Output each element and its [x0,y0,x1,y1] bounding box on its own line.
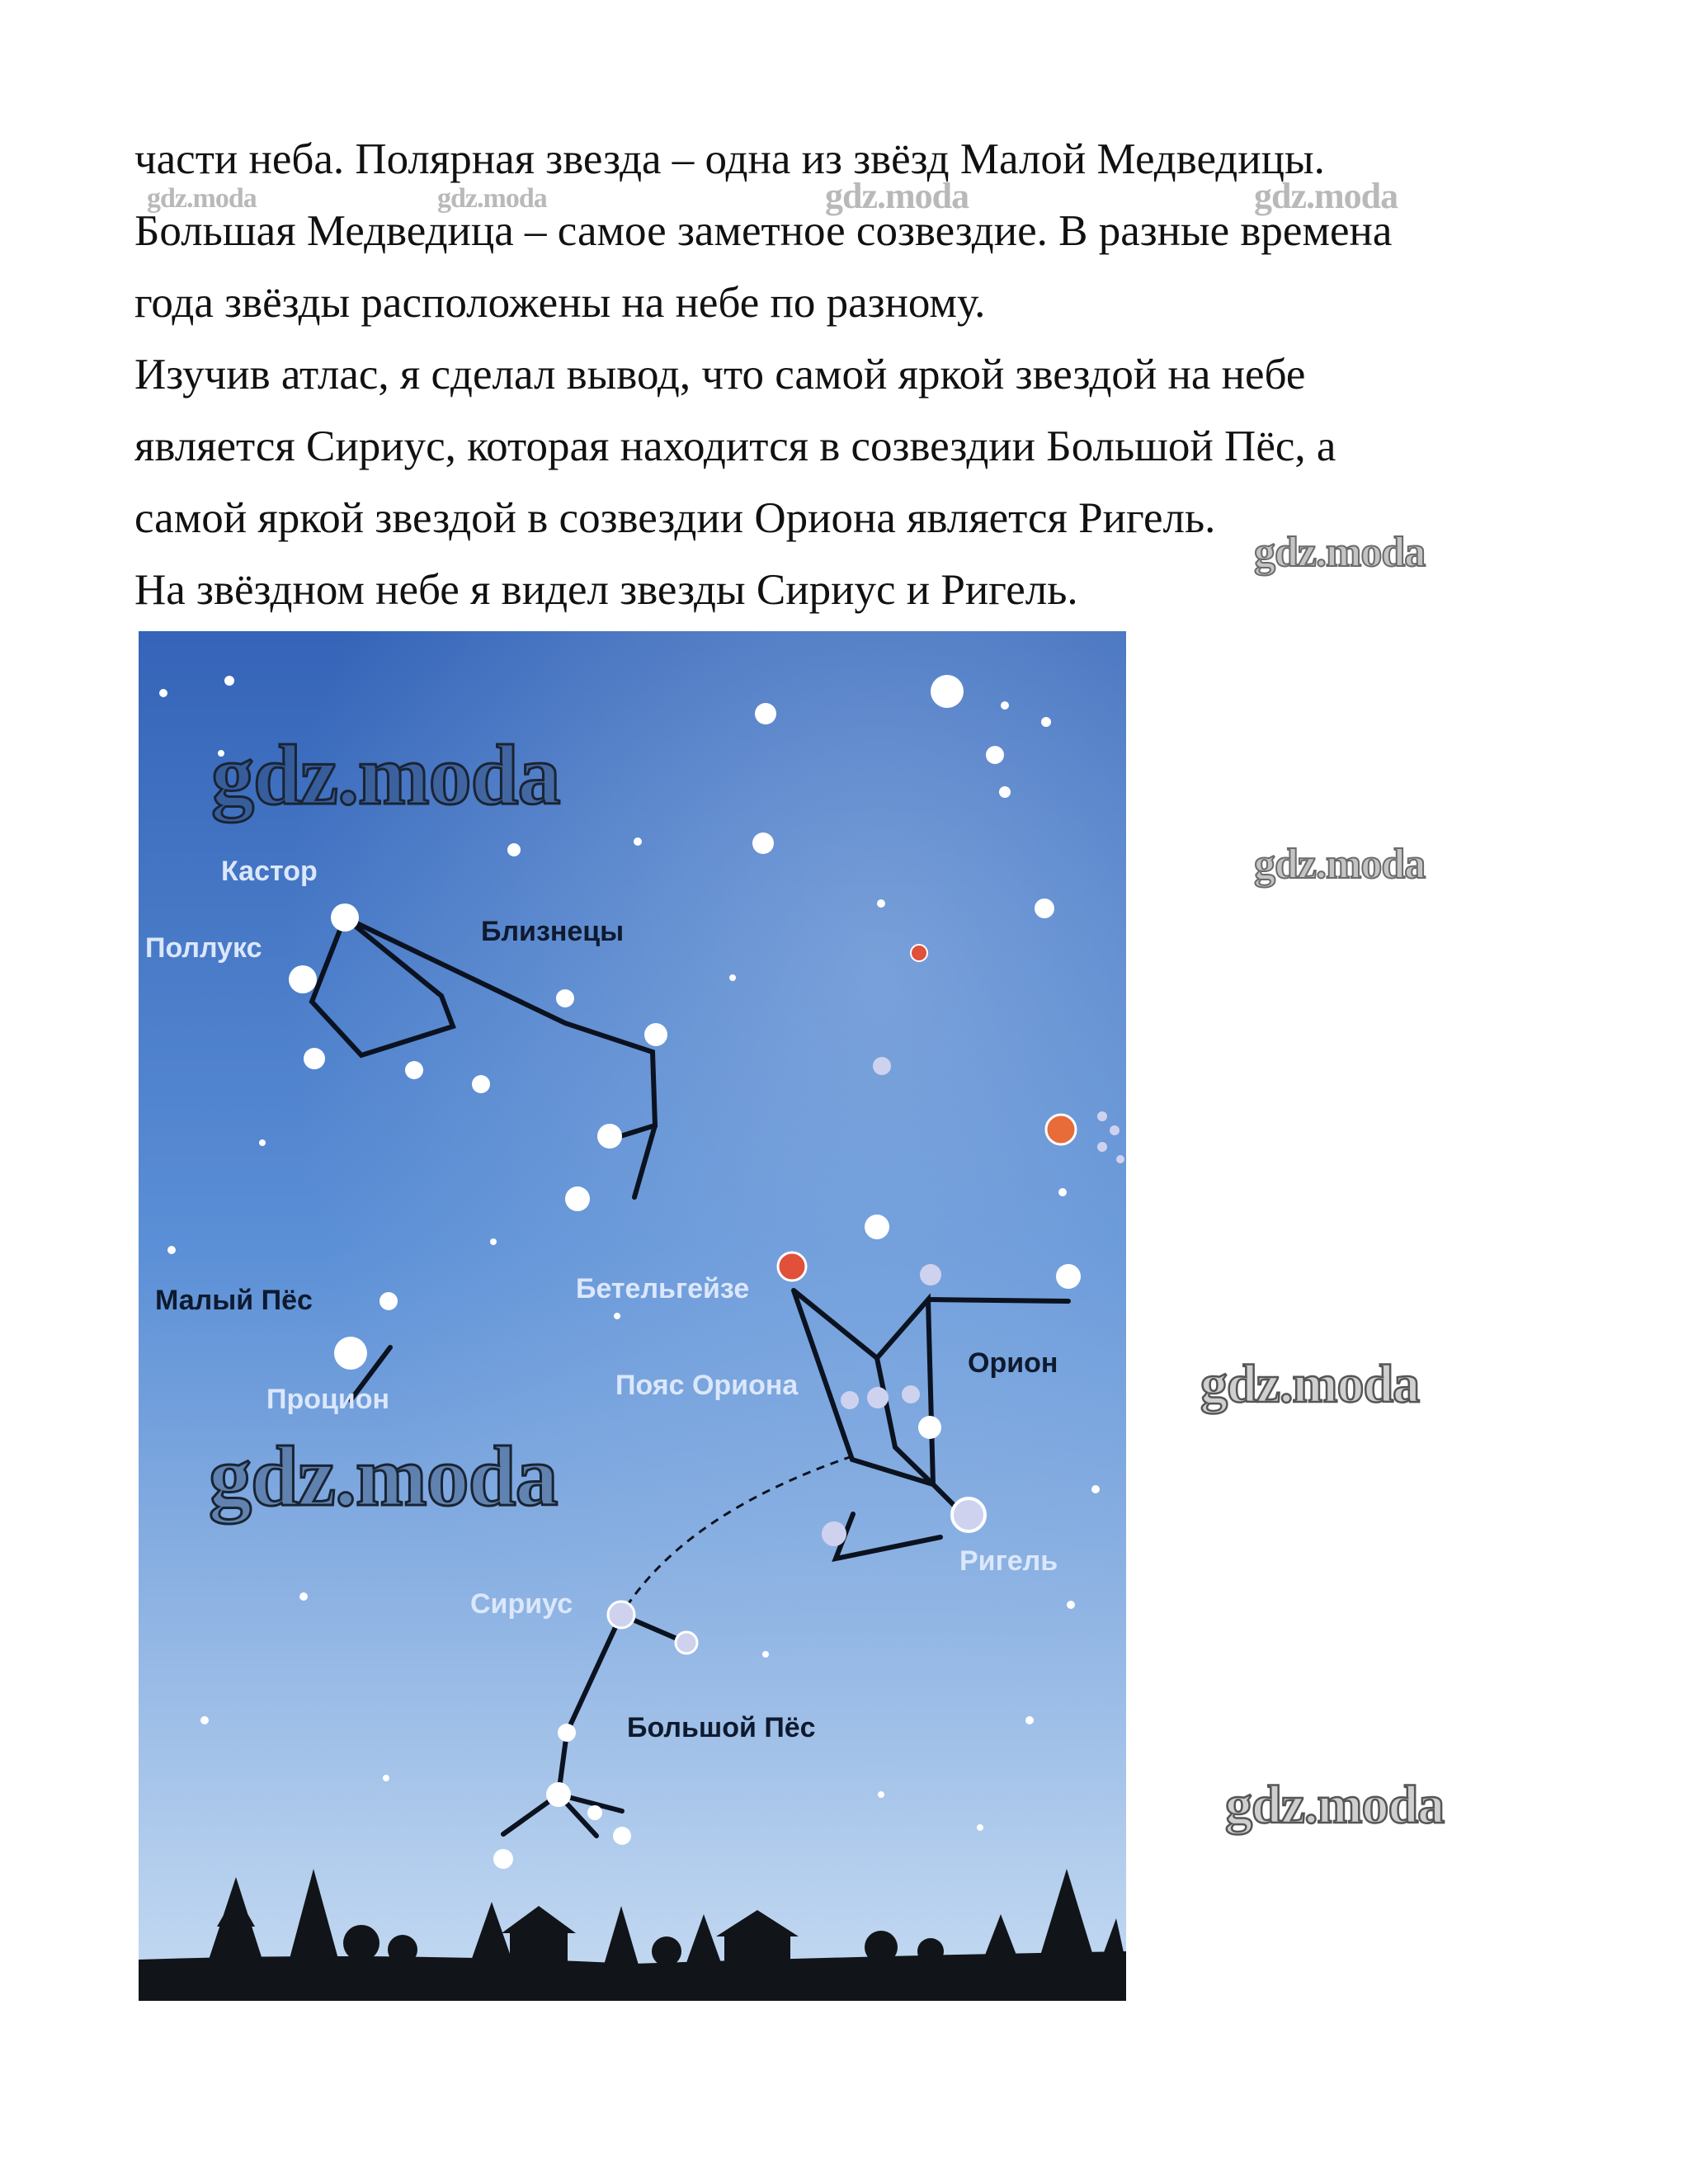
label-castor: Кастор [221,856,318,887]
label-gemini: Близнецы [481,916,625,947]
watermark: gdz.moda [209,1429,558,1524]
label-procyon: Процион [266,1384,390,1415]
label-orion: Орион [968,1347,1058,1379]
label-betelgeuse: Бетельгейзе [576,1273,750,1304]
watermark: gdz.moda [437,183,547,214]
label-canis-minor: Малый Пёс [155,1285,313,1316]
label-sirius: Сириус [470,1588,573,1620]
text-line-2: Большая Медведица – самое заметное созвездие. В разные времена [134,207,1393,255]
text-line-7: На звёздном небе я видел звезды Сириус и Ригель. [134,566,1078,614]
label-orion-belt: Пояс Ориона [615,1370,799,1401]
watermark: gdz.moda [1225,1775,1445,1835]
label-rigel: Ригель [959,1545,1058,1577]
text-line-1: части неба. Полярная звезда – одна из звёзд Малой Медведицы. [134,135,1325,183]
star-map-image [139,631,1126,2001]
watermark: gdz.moda [825,176,969,216]
text-line-5: является Сириус, которая находится в созвездии Большой Пёс, а [134,422,1336,470]
watermark: gdz.moda [1200,1354,1420,1414]
text-line-3: года звёзды расположены на небе по разному. [134,279,986,327]
watermark: gdz.moda [147,183,257,214]
text-line-6: самой яркой звездой в созвездии Ориона является Ригель. [134,494,1216,542]
text-line-4: Изучив атлас, я сделал вывод, что самой яркой звездой на небе [134,351,1306,399]
label-pollux: Поллукс [145,932,262,964]
label-canis-major: Большой Пёс [627,1712,816,1743]
watermark: gdz.moda [1254,529,1426,576]
watermark: gdz.moda [1254,841,1426,888]
watermark: gdz.moda [1254,176,1398,216]
watermark: gdz.moda [211,728,560,823]
